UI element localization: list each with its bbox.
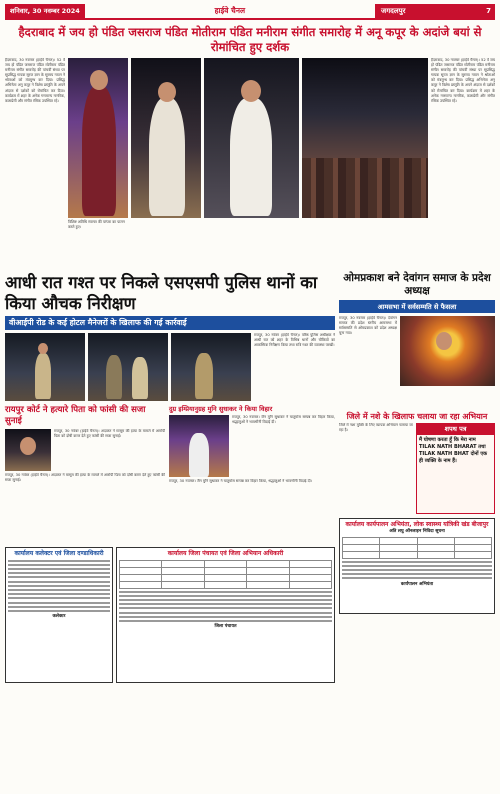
nasha-body: जिले में नशा मुक्ति के लिए व्यापक अभियान चलाया जा रहा है।: [339, 423, 413, 433]
notice-collector-sign: कलेक्टर: [52, 614, 66, 620]
court-photos: [5, 429, 165, 471]
masthead: [5, 4, 495, 20]
photo-police-3: [171, 333, 251, 401]
nasha-content: [339, 423, 495, 515]
lead-photo1-col: [68, 58, 128, 268]
jain-body-more: रायपुर, 30 नवम्बर। जैन मुनि सुधाकर ने चातुर्मास सम्पन्न कर विहार किया, श्रद्धालुओं ने भावभीनी विदाई दी।: [169, 479, 312, 483]
city-edition: [375, 4, 495, 18]
shapath-body: मैं घोषणा करता हूँ कि मेरा नाम TILAK NATH BHARAT तथा TILAK NATH BHAT दोनों एक ही व्यक्ति के नाम हैं।: [416, 434, 495, 514]
photo-actor: [131, 58, 201, 218]
gasht-photos: [5, 333, 335, 401]
photo-performer: [204, 58, 299, 218]
photo-police-1: [5, 333, 85, 401]
court-jain-row: [5, 405, 335, 543]
photo-garland: [400, 316, 495, 386]
notice-collector-title: कार्यालय कलेक्टर एवं जिला दण्डाधिकारी: [14, 550, 104, 557]
lead-headline: हैदराबाद में जय हो पंडित जसराज पंडित मोतीराम पंडित मनीराम संगीत समारोह में अनू कपूर के अदांजे बयां से रोमांचित हुए दर्शक: [18, 25, 482, 54]
photo-police-2: [88, 333, 168, 401]
nasha-headline: जिले में नशे के खिलाफ चलाया जा रहा अभियान: [346, 411, 488, 421]
gasht-banner: वीआईपी रोड के कई होटल मैनेजरों के खिलाफ की गई कार्रवाई: [5, 316, 335, 330]
lead-photo4-col: [302, 58, 428, 268]
notice-panchayat-sign: जिला पंचायत: [214, 624, 237, 630]
photo-accused: [5, 429, 51, 471]
lead-photo2-col: [131, 58, 201, 268]
notice-collector: [5, 547, 113, 683]
omprakash-headline: ओमप्रकाश बने देवांगन समाज के प्रदेश अध्यक्ष: [343, 272, 491, 297]
notice-pwd-sign: कार्यपालन अभियंता: [400, 581, 434, 587]
notice-pwd-lines: [342, 561, 492, 580]
notice-panchayat-title: कार्यालय जिला पंचायत एवं जिला अभियान अधिकारी: [167, 550, 284, 557]
court-body-more: रायपुर, 30 नवंबर (हाईवे चैनल)। अदालत ने मासूम की हत्या के मामले में आरोपी पिता को दोषी करार देते हुए फांसी की सजा सुनाई।: [5, 473, 165, 483]
second-row: [5, 272, 495, 683]
notice-lines: [8, 560, 110, 612]
lead-body-repeat: हैदराबाद, 30 नवम्बर (हाईवे चैनल)। 52 वें जय हो पंडित जसराज पंडित मोतीराम पंडित मनीराम संगीत समारोह की पांचवीं संध्या पर सुप्रसिद्ध गायक सूरज ज्ञान के सुरमय गायन ने श्रोताओं को मंत्रमुग्ध कर दिया। प्रसिद्ध अभिनेता अनू कपूर ने विशेष प्रस्तुति के अपने अंदाज से दर्शकों को रोमांचित कर दिया। कार्यक्रम में शहर के अनेक गणमान्य नागरिक, कलाप्रेमी और संगीत रसिक उपस्थित रहे।: [431, 58, 495, 103]
notice-panchayat: [116, 547, 335, 683]
photo-audience: [302, 58, 428, 218]
gasht-headline: आधी रात गश्त पर निकले एसएसपी पुलिस थानों का किया औचक निरीक्षण: [5, 273, 318, 313]
omprakash-content: [339, 316, 495, 408]
page-number: 7: [486, 7, 491, 15]
omprakash-body: रायपुर, 30 नवम्बर (हाईवे चैनल)। देवांगन समाज की प्रदेश स्तरीय आमसभा में सर्वसम्मति से ओमप्रकाश को प्रदेश अध्यक्ष चुना गया।: [339, 316, 397, 336]
jain-body: रायपुर, 30 नवम्बर। जैन मुनि सुधाकर ने चातुर्मास सम्पन्न कर विहार किया, श्रद्धालुओं ने भावभीनी विदाई दी।: [232, 415, 335, 425]
notice-pwd-title: कार्यालय कार्यपालन अभियंता, लोक स्वास्थ्य यांत्रिकी खंड बीजापुर: [345, 521, 489, 528]
jain-headline: दुग्र इम्प्रियानुग्रह मुनि सुधाकर ने किया विहार: [169, 405, 273, 413]
photo-singer: [68, 58, 128, 218]
jain-story: [169, 405, 335, 543]
shapath-col: [416, 423, 495, 515]
court-body: रायपुर, 30 नवंबर (हाईवे चैनल)। अदालत ने मासूम की हत्या के मामले में आरोपी पिता को दोषी करार देते हुए फांसी की सजा सुनाई।: [54, 429, 165, 439]
notice-pwd-sub: अति लघु ऑनलाइन निविदा सूचना: [389, 528, 445, 534]
brand-name: हाईवे चैनल: [214, 6, 246, 15]
notice-pwd-table: [342, 537, 492, 559]
right-column: [339, 272, 495, 683]
issue-date: शनिवार, 30 नवम्बर 2024: [5, 4, 85, 18]
left-column: [5, 272, 335, 683]
lead-body: हैदराबाद, 30 नवम्बर (हाईवे चैनल)। 52 वें जय हो पंडित जसराज पंडित मोतीराम पंडित मनीराम संगीत समारोह की पांचवीं संध्या पर सुप्रसिद्ध गायक सूरज ज्ञान के सुरमय गायन ने श्रोताओं को मंत्रमुग्ध कर दिया। प्रसिद्ध अभिनेता अनू कपूर ने विशेष प्रस्तुति के अपने अंदाज से दर्शकों को रोमांचित कर दिया। कार्यक्रम में शहर के अनेक गणमान्य नागरिक, कलाप्रेमी और संगीत रसिक उपस्थित रहे।: [5, 58, 65, 103]
notice-pwd: [339, 518, 495, 614]
photo-monk: [169, 415, 229, 477]
city-name: जगदलपुर: [381, 7, 406, 15]
notice-table: [119, 560, 332, 589]
court-headline: रायपुर कोर्ट ने हत्यारे पिता को फांसी की सजा सुनाई: [5, 405, 146, 426]
court-story: [5, 405, 165, 543]
shapath-title: शपथ पत्र: [416, 423, 495, 434]
lead-body-col1: [5, 58, 65, 268]
lead-story: [5, 58, 495, 268]
photo-caption: विशिष्ट अतिथि स्वागत की परंपरा का पालन करते हुए।: [68, 220, 125, 229]
lead-body-col-right: [431, 58, 495, 268]
omprakash-banner: आमसभा में सर्वसम्मति से फैसला: [339, 300, 495, 313]
gasht-body: रायपुर, 30 नवंबर (हाईवे चैनल)। वरिष्ठ पुलिस अधीक्षक ने आधी रात को शहर के विभिन्न थानों और चौकियों का आकस्मिक निरीक्षण किया तथा रात्रि गश्त की व्यवस्था परखी।: [254, 333, 335, 348]
lead-photo3-col: [204, 58, 299, 268]
notices-row-left: [5, 547, 335, 683]
notice-lines-2: [119, 591, 332, 622]
jain-content: [169, 415, 335, 477]
